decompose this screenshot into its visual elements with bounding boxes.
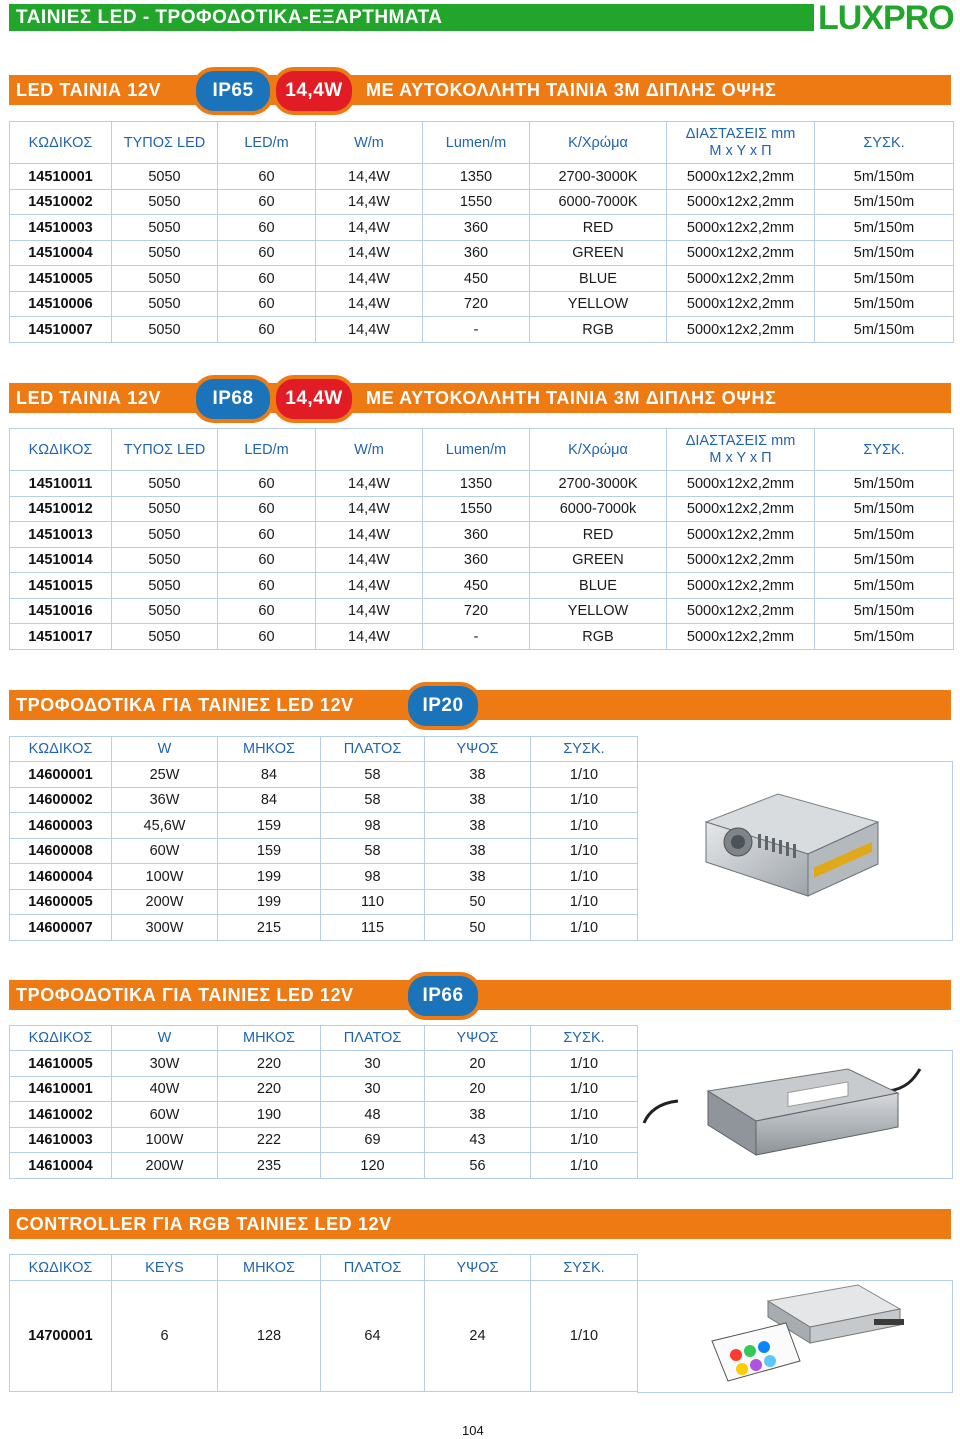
table-row: 14510016 5050 60 14,4W 720 YELLOW 5000x12x2,2mm 5m/150m — [10, 599, 954, 624]
table-row: 14600003 45,6W 159 98 38 1/10 — [10, 813, 638, 839]
power-badge: 14,4W — [272, 67, 356, 115]
table-row: 14510006 5050 60 14,4W 720 YELLOW 5000x12x2,2mm 5m/150m — [10, 292, 954, 317]
col-keys: KEYS — [112, 1255, 218, 1281]
col-length: ΜΗΚΟΣ — [218, 1026, 321, 1051]
table-row: 14600007 300W 215 115 50 1/10 — [10, 915, 638, 941]
controller-image — [637, 1280, 953, 1393]
section-title-prefix: LED ΤΑΙΝΙΑ 12V — [16, 80, 162, 100]
col-lumen: Lumen/m — [423, 429, 530, 471]
table-row: 14600008 60W 159 58 38 1/10 — [10, 839, 638, 864]
led-strip-table-ip65 — [9, 121, 954, 343]
col-dimensions: ΔΙΑΣΤΑΣΕΙΣ mm M x Y x Π — [667, 429, 815, 471]
table-row: 14610003 100W 222 69 43 1/10 — [10, 1128, 638, 1153]
col-code: ΚΩΔΙΚΟΣ — [10, 429, 112, 471]
table-row: 14510015 5050 60 14,4W 450 BLUE 5000x12x2,2mm 5m/150m — [10, 573, 954, 599]
col-lumen: Lumen/m — [423, 122, 530, 164]
table-row: 14610002 60W 190 48 38 1/10 — [10, 1102, 638, 1128]
col-length: ΜΗΚΟΣ — [218, 1255, 321, 1281]
col-led-per-m: LED/m — [218, 122, 316, 164]
table-row: 14510017 5050 60 14,4W - RGB 5000x12x2,2mm 5m/150m — [10, 624, 954, 650]
section-title-prefix: LED ΤΑΙΝΙΑ 12V — [16, 388, 162, 408]
col-dimensions: ΔΙΑΣΤΑΣΕΙΣ mm M x Y x Π — [667, 122, 815, 164]
col-code: ΚΩΔΙΚΟΣ — [10, 1026, 112, 1051]
col-width: ΠΛΑΤΟΣ — [321, 737, 425, 762]
col-code: ΚΩΔΙΚΟΣ — [10, 737, 112, 762]
col-code: ΚΩΔΙΚΟΣ — [10, 122, 112, 164]
col-watt: W — [112, 1026, 218, 1051]
table-header-row — [10, 1255, 638, 1281]
table-row: 14510011 5050 60 14,4W 1350 2700-3000K 5000x12x2,2mm 5m/150m — [10, 471, 954, 497]
table-header-row — [10, 429, 954, 471]
table-row: 14510007 5050 60 14,4W - RGB 5000x12x2,2mm 5m/150m — [10, 317, 954, 343]
brand-logo: LUXPRO — [818, 0, 954, 37]
table-row: 14510013 5050 60 14,4W 360 RED 5000x12x2,2mm 5m/150m — [10, 522, 954, 548]
table-row: 14600004 100W 199 98 38 1/10 — [10, 864, 638, 890]
rgb-controller-remote-icon — [638, 1281, 952, 1392]
col-width: ΠΛΑΤΟΣ — [321, 1255, 425, 1281]
psu-ip20-image — [637, 761, 953, 941]
table-row: 14600002 36W 84 58 38 1/10 — [10, 788, 638, 813]
col-code: ΚΩΔΙΚΟΣ — [10, 1255, 112, 1281]
col-width: ΠΛΑΤΟΣ — [321, 1026, 425, 1051]
col-height: ΥΨΟΣ — [425, 1255, 531, 1281]
col-watt: W — [112, 737, 218, 762]
power-badge: 14,4W — [272, 375, 356, 423]
table-header-row — [10, 1026, 638, 1051]
psu-table-ip66 — [9, 1025, 638, 1179]
psu-table-ip20 — [9, 736, 638, 941]
table-row: 14510001 5050 60 14,4W 1350 2700-3000K 5000x12x2,2mm 5m/150m — [10, 164, 954, 190]
section-title: CONTROLLER ΓΙΑ RGB ΤΑΙΝΙΕΣ LED 12V — [16, 1214, 392, 1234]
section-title: ΤΡΟΦΟΔΟΤΙΚΑ ΓΙΑ ΤΑΙΝΙΕΣ LED 12V — [16, 985, 354, 1005]
section-title: ΤΡΟΦΟΔΟΤΙΚΑ ΓΙΑ ΤΑΙΝΙΕΣ LED 12V — [16, 695, 354, 715]
power-supply-icon — [638, 762, 952, 940]
psu-ip66-image — [637, 1050, 953, 1179]
col-pack: ΣΥΣΚ. — [531, 1026, 638, 1051]
col-color: K/Χρώμα — [530, 429, 667, 471]
table-row: 14700001 6 128 64 24 1/10 — [10, 1281, 638, 1392]
col-led-per-m: LED/m — [218, 429, 316, 471]
col-height: ΥΨΟΣ — [425, 1026, 531, 1051]
controller-table — [9, 1254, 638, 1392]
table-row: 14510003 5050 60 14,4W 360 RED 5000x12x2,2mm 5m/150m — [10, 215, 954, 241]
table-row: 14600005 200W 199 110 50 1/10 — [10, 890, 638, 915]
section-title-suffix: ΜΕ ΑΥΤΟΚΟΛΛΗΤΗ ΤΑΙΝΙΑ 3M ΔΙΠΛΗΣ ΟΨΗΣ — [366, 388, 777, 408]
table-row: 14610001 40W 220 30 20 1/10 — [10, 1077, 638, 1102]
col-pack: ΣΥΣΚ. — [815, 429, 954, 471]
table-row: 14510012 5050 60 14,4W 1550 6000-7000k 5000x12x2,2mm 5m/150m — [10, 497, 954, 522]
col-watt: W/m — [316, 122, 423, 164]
table-row: 14510014 5050 60 14,4W 360 GREEN 5000x12x2,2mm 5m/150m — [10, 548, 954, 573]
col-pack: ΣΥΣΚ. — [531, 737, 638, 762]
ip-badge: IP20 — [404, 682, 482, 730]
page-title: ΤΑΙΝΙΕΣ LED - ΤΡΟΦΟΔΟΤΙΚΑ-ΕΞΑΡΤΗΜΑΤΑ — [16, 7, 443, 28]
ip-badge: IP65 — [192, 67, 274, 115]
table-header-row — [10, 737, 638, 762]
ip-badge: IP68 — [192, 375, 274, 423]
col-pack: ΣΥΣΚ. — [531, 1255, 638, 1281]
col-length: ΜΗΚΟΣ — [218, 737, 321, 762]
page-number: 104 — [462, 1423, 484, 1438]
ip-badge: IP66 — [404, 972, 482, 1020]
table-header-row — [10, 122, 954, 164]
table-row: 14510005 5050 60 14,4W 450 BLUE 5000x12x2,2mm 5m/150m — [10, 266, 954, 292]
table-row: 14510004 5050 60 14,4W 360 GREEN 5000x12x2,2mm 5m/150m — [10, 241, 954, 266]
table-row: 14510002 5050 60 14,4W 1550 6000-7000K 5000x12x2,2mm 5m/150m — [10, 190, 954, 215]
col-led-type: ΤΥΠΟΣ LED — [112, 122, 218, 164]
col-height: ΥΨΟΣ — [425, 737, 531, 762]
col-pack: ΣΥΣΚ. — [815, 122, 954, 164]
waterproof-power-supply-icon — [638, 1051, 952, 1178]
led-strip-table-ip68 — [9, 428, 954, 650]
table-row: 14600001 25W 84 58 38 1/10 — [10, 762, 638, 788]
table-row: 14610005 30W 220 30 20 1/10 — [10, 1051, 638, 1077]
table-row: 14610004 200W 235 120 56 1/10 — [10, 1153, 638, 1179]
col-led-type: ΤΥΠΟΣ LED — [112, 429, 218, 471]
col-color: K/Χρώμα — [530, 122, 667, 164]
section-title-suffix: ΜΕ ΑΥΤΟΚΟΛΛΗΤΗ ΤΑΙΝΙΑ 3M ΔΙΠΛΗΣ ΟΨΗΣ — [366, 80, 777, 100]
col-watt: W/m — [316, 429, 423, 471]
